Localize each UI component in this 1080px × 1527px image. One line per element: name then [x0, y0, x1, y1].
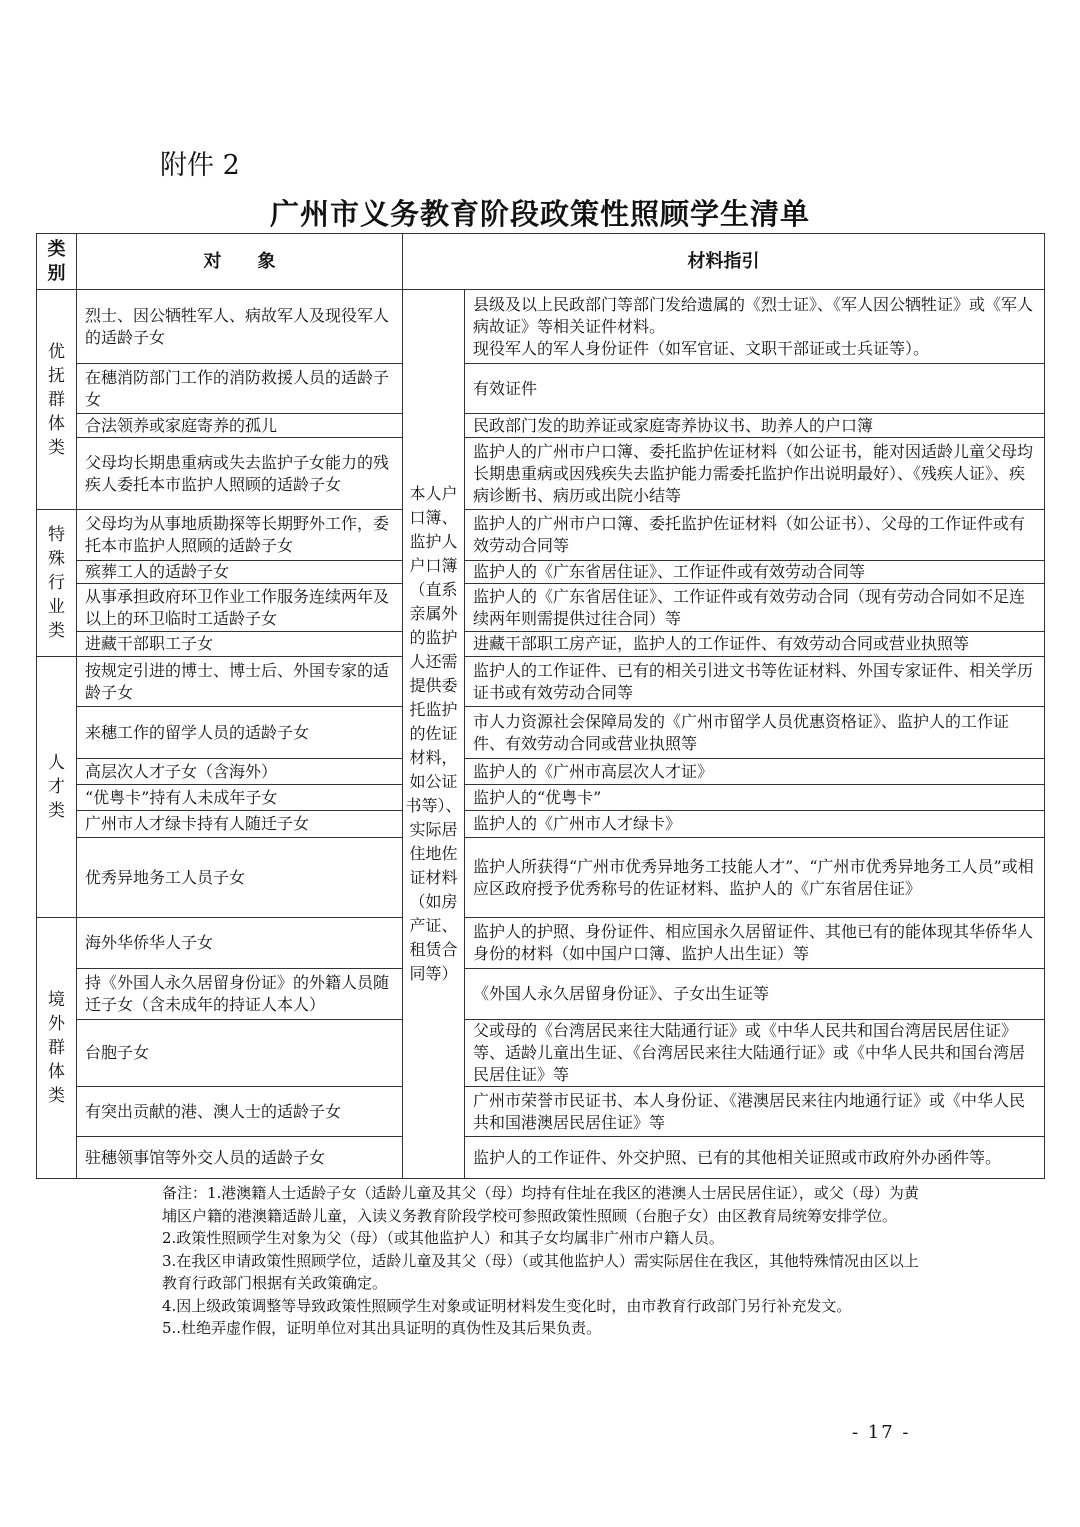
category-cell: 境外群体类 — [37, 918, 77, 1179]
table-row — [37, 584, 1045, 632]
material-cell: 父或母的《台湾居民来往大陆通行证》或《中华人民共和国台湾居民居住证》等、适龄儿童出生证、《台湾居民来往大陆通行证》或《中华人民共和国台湾居民居住证》等 — [465, 1020, 1045, 1087]
target-cell: 合法领养或家庭寄养的孤儿 — [77, 414, 403, 438]
note-item: 3.在我区申请政策性照顾学位，适龄儿童及其父（母）（或其他监护人）需实际居住在我区，其他特殊情况由区以上教育行政部门根据有关政策确定。 — [162, 1251, 919, 1292]
material-cell: 监护人的护照、身份证件、相应国永久居留证件、其他已有的能体现其华侨华人身份的材料（如中国户口簿、监护人出生证）等 — [465, 918, 1045, 969]
material-cell: 广州市荣誉市民证书、本人身份证、《港澳居民来往内地通行证》或《中华人民共和国港澳居民居住证》等 — [465, 1087, 1045, 1137]
material-cell: 监护人的广州市户口簿、委托监护佐证材料（如公证书，能对因适龄儿童父母均长期患重病或因残疾失去监护能力需委托监护作出说明最好）、《残疾人证》、疾病诊断书、病历或出院小结等 — [465, 438, 1045, 510]
page-title: 广州市义务教育阶段政策性照顾学生清单 — [269, 197, 810, 231]
material-cell: 《外国人永久居留身份证》、子女出生证等 — [465, 969, 1045, 1020]
table-row — [37, 364, 1045, 414]
target-cell: 驻穗领事馆等外交人员的适龄子女 — [77, 1137, 403, 1179]
material-cell: 市人力资源社会保障局发的《广州市留学人员优惠资格证》、监护人的工作证件、有效劳动合同或营业执照等 — [465, 707, 1045, 759]
target-cell: 在穗消防部门工作的消防救援人员的适龄子女 — [77, 364, 403, 414]
table-row — [37, 759, 1045, 785]
material-cell: 监护人的《广东省居住证》、工作证件或有效劳动合同（现有劳动合同如不足连续两年则需提供过往合同）等 — [465, 584, 1045, 632]
target-cell: 父母均为从事地质勘探等长期野外工作，委托本市监护人照顾的适龄子女 — [77, 510, 403, 561]
table-row — [37, 290, 1045, 364]
target-header: 对 象 — [77, 234, 403, 290]
material-cell: 监护人的广州市户口簿、委托监护佐证材料（如公证书）、父母的工作证件或有效劳动合同等 — [465, 510, 1045, 561]
target-cell: 殡葬工人的适龄子女 — [77, 561, 403, 584]
header-row — [37, 234, 1045, 290]
target-cell: 有突出贡献的港、澳人士的适龄子女 — [77, 1087, 403, 1137]
table-row — [37, 707, 1045, 759]
material-cell: 进藏干部职工房产证，监护人的工作证件、有效劳动合同或营业执照等 — [465, 632, 1045, 657]
target-cell: 高层次人才子女（含海外） — [77, 759, 403, 785]
material-cell: 监护人的工作证件、外交护照、已有的其他相关证照或市政府外办函件等。 — [465, 1137, 1045, 1179]
table-row — [37, 838, 1045, 918]
target-cell: 烈士、因公牺牲军人、病故军人及现役军人的适龄子女 — [77, 290, 403, 364]
material-cell: 民政部门发的助养证或家庭寄养协议书、助养人的户口簿 — [465, 414, 1045, 438]
page-number: - 17 - — [852, 1422, 911, 1443]
category-cell: 优抚群体类 — [37, 290, 77, 510]
table-row — [37, 785, 1045, 811]
category-cell: 人才类 — [37, 657, 77, 918]
note-item: 备注：1.港澳籍人士适龄子女（适龄儿童及其父（母）均持有住址在我区的港澳人士居民居住证），或父（母）为黄埔区户籍的港澳籍适龄儿童，入读义务教育阶段学校可参照政策性照顾（台胞子女）由区教育局统筹安排学位。 — [162, 1184, 919, 1225]
table-row — [37, 1020, 1045, 1087]
material-cell: 监护人的工作证件、已有的相关引进文书等佐证材料、外国专家证件、相关学历证书或有效劳动合同等 — [465, 657, 1045, 707]
target-cell: 台胞子女 — [77, 1020, 403, 1087]
attachment-label: 附件 2 — [160, 150, 240, 181]
notes — [162, 1182, 922, 1340]
material-cell: 县级及以上民政部门等部门发给遗属的《烈士证》、《军人因公牺牲证》或《军人病故证》等相关证件材料。 现役军人的军人身份证件（如军官证、文职干部证或士兵证等）。 — [465, 290, 1045, 364]
table-row — [37, 510, 1045, 561]
table-row — [37, 811, 1045, 838]
material-cell: 监护人的《广州市人才绿卡》 — [465, 811, 1045, 838]
target-cell: 海外华侨华人子女 — [77, 918, 403, 969]
target-cell: 来穗工作的留学人员的适龄子女 — [77, 707, 403, 759]
table-row — [37, 657, 1045, 707]
material-cell: 有效证件 — [465, 364, 1045, 414]
target-cell: 优秀异地务工人员子女 — [77, 838, 403, 918]
target-cell: 广州市人才绿卡持有人随迁子女 — [77, 811, 403, 838]
category-cell: 特殊行业类 — [37, 510, 77, 657]
target-cell: 持《外国人永久居留身份证》的外籍人员随迁子女（含未成年的持证人本人） — [77, 969, 403, 1020]
table-row — [37, 918, 1045, 969]
table-row — [37, 1087, 1045, 1137]
table-row — [37, 561, 1045, 584]
table-row — [37, 414, 1045, 438]
target-cell: 从事承担政府环卫作业工作服务连续两年及以上的环卫临时工适龄子女 — [77, 584, 403, 632]
material-cell: 监护人的《广州市高层次人才证》 — [465, 759, 1045, 785]
target-cell: 父母均长期患重病或失去监护子女能力的残疾人委托本市监护人照顾的适龄子女 — [77, 438, 403, 510]
materials-header: 材料指引 — [403, 234, 1045, 290]
table-row — [37, 969, 1045, 1020]
category-header: 类 别 — [37, 234, 77, 290]
table-row — [37, 438, 1045, 510]
target-cell: 按规定引进的博士、博士后、外国专家的适龄子女 — [77, 657, 403, 707]
material-cell: 监护人的“优粤卡” — [465, 785, 1045, 811]
student-list-table — [36, 233, 1045, 1179]
common-material-cell: 本人户口簿、监护人户口簿（直系亲属外的监护人还需提供委托监护的佐证材料，如公证书等）、实际居住地佐证材料（如房产证、租赁合同等） — [403, 290, 465, 1179]
note-item: 4.因上级政策调整等导致政策性照顾学生对象或证明材料发生变化时，由市教育行政部门另行补充发文。 — [162, 1296, 852, 1315]
table-row — [37, 632, 1045, 657]
material-cell: 监护人所获得“广州市优秀异地务工技能人才”、“广州市优秀异地务工人员”或相应区政府授予优秀称号的佐证材料、监护人的《广东省居住证》 — [465, 838, 1045, 918]
target-cell: “优粤卡”持有人未成年子女 — [77, 785, 403, 811]
table-row — [37, 1137, 1045, 1179]
note-item: 5..杜绝弄虚作假，证明单位对其出具证明的真伪性及其后果负责。 — [162, 1319, 602, 1337]
note-item: 2.政策性照顾学生对象为父（母）（或其他监护人）和其子女均属非广州市户籍人员。 — [162, 1229, 724, 1247]
material-cell: 监护人的《广东省居住证》、工作证件或有效劳动合同等 — [465, 561, 1045, 584]
target-cell: 进藏干部职工子女 — [77, 632, 403, 657]
